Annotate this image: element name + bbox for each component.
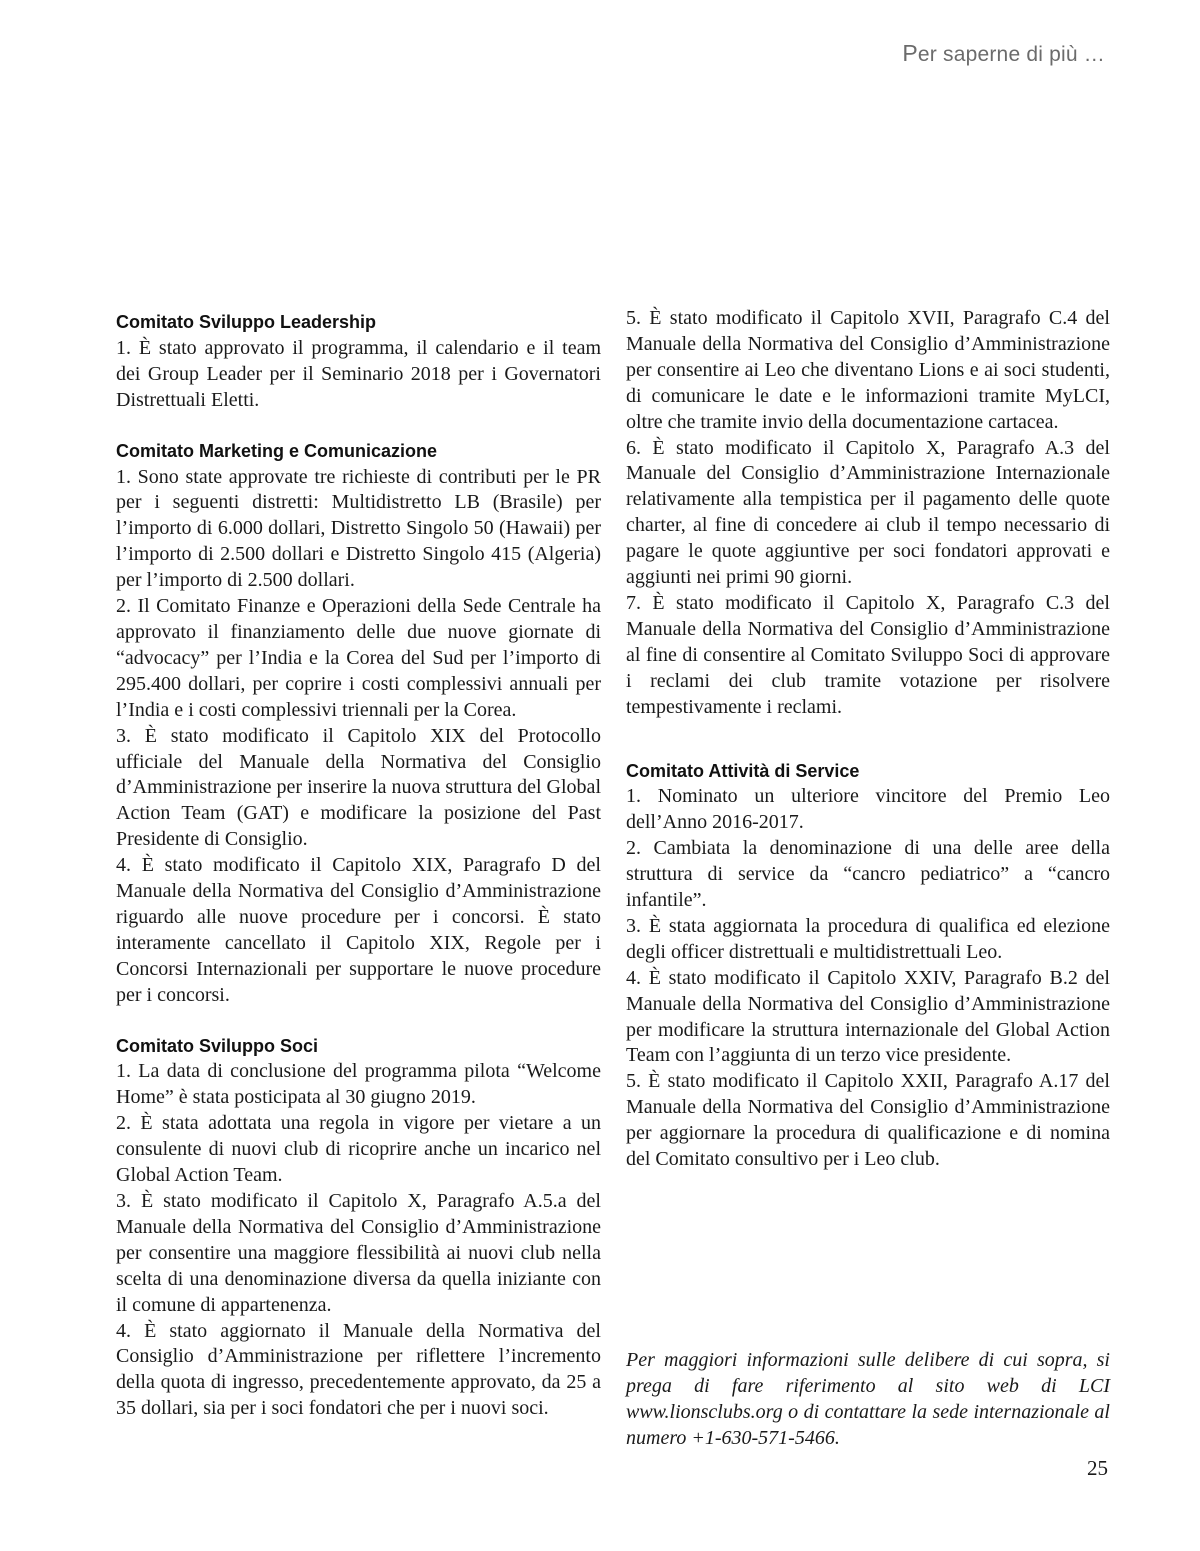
section-item: 2. Cambiata la denominazione di una delle aree della struttura di service da “cancro pediatrico” a “cancro infantile”. — [626, 837, 1110, 912]
running-header-text: er saperne di più … — [917, 43, 1105, 66]
section-marketing-comunicazione — [116, 439, 601, 1009]
section-item: 4. È stato aggiornato il Manuale della Normativa del Consiglio d’Amministrazione per riflettere l’incremento della quota di ingresso, precedentemente approvato, da 25 a 35 dollari, sia per i soci fondatori che per i nuovi soci. — [116, 1319, 601, 1420]
running-header-initial: P — [902, 40, 918, 66]
section-item: 2. Il Comitato Finanze e Operazioni della Sede Centrale ha approvato il finanziamento delle due nuove giornate di “advocacy” per l’India e la Corea del Sud per l’importo di 295.400 dollari, per coprire i costi complessivi annuali per l’India e i costi complessivi triennali per la Corea. — [116, 595, 601, 721]
section-item: 1. Nominato un ulteriore vincitore del Premio Leo dell’Anno 2016-2017. — [626, 785, 1110, 834]
section-item: 4. È stato modificato il Capitolo XIX, Paragrafo D del Manuale della Normativa del Consiglio d’Amministrazione riguardo alle nuove procedure per i concorsi. È stato interamente cancellato il Capitolo XIX, Regole per i Concorsi Internazionali per supportare le nuove procedure per i concorsi. — [116, 854, 601, 1006]
section-item: 5. È stato modificato il Capitolo XVII, Paragrafo C.4 del Manuale della Normativa del Consiglio d’Amministrazione per consentire ai Leo che diventano Lions e ai soci studenti, di comunicare le date e le informazioni tramite MyLCI, oltre che tramite invio della documentazione cartacea. — [626, 307, 1110, 433]
section-item: 6. È stato modificato il Capitolo X, Paragrafo A.3 del Manuale del Consiglio d’Amministrazione Internazionale relativamente alla tempistica per il pagamento delle quote charter, al fine di concedere ai club il tempo necessario di pagare le quote aggiuntive per soci fondatori approvati e aggiunti nei primi 90 giorni. — [626, 436, 1110, 589]
section-item: 3. È stata aggiornata la procedura di qualifica ed elezione degli officer distrettuali e multidistrettuali Leo. — [626, 914, 1110, 963]
section-item: 1. È stato approvato il programma, il calendario e il team dei Group Leader per il Seminario 2018 per i Governatori Distrettuali Eletti. — [116, 336, 601, 411]
section-item: 3. È stato modificato il Capitolo X, Paragrafo A.5.a del Manuale della Normativa del Consiglio d’Amministrazione per consentire una maggiore flessibilità ai nuovi club nella scelta di una denominazione diversa da quella iniziante con il comune di appartenenza. — [116, 1190, 601, 1316]
section-item: 4. È stato modificato il Capitolo XXIV, Paragrafo B.2 del Manuale della Normativa del Consiglio d’Amministrazione per modificare la struttura internazionale del Global Action Team con l’aggiunta di un terzo vice presidente. — [626, 966, 1110, 1067]
section-heading: Comitato Attività di Service — [626, 760, 860, 781]
section-item: 2. È stata adottata una regola in vigore per vietare a un consulente di nuovi club di ricoprire anche un incarico nel Global Action Team. — [116, 1112, 601, 1187]
right-column — [626, 306, 1110, 1198]
section-attivita-di-service — [626, 759, 1110, 1174]
section-sviluppo-soci-continued — [626, 306, 1110, 721]
section-item: 1. La data di conclusione del programma pilota “Welcome Home” è stata posticipata al 30 giugno 2019. — [116, 1060, 601, 1109]
section-heading: Comitato Sviluppo Leadership — [116, 312, 377, 332]
section-sviluppo-leadership — [116, 310, 601, 414]
page-number: 25 — [1087, 1456, 1108, 1480]
left-column — [116, 310, 601, 1447]
section-item: 3. È stato modificato il Capitolo XIX del Protocollo ufficiale del Manuale della Normativa del Consiglio d’Amministrazione per inserire la nuova struttura del Global Action Team (GAT) e modificare la posizione del Past Presidente di Consiglio. — [116, 724, 601, 851]
section-heading: Comitato Sviluppo Soci — [116, 1035, 319, 1056]
section-sviluppo-soci — [116, 1034, 601, 1423]
section-item: 5. È stato modificato il Capitolo XXII, Paragrafo A.17 del Manuale della Normativa del Consiglio d’Amministrazione per aggiornare la procedura di qualificazione e di nomina del Comitato consultivo per i Leo club. — [626, 1070, 1110, 1171]
section-item: 7. È stato modificato il Capitolo X, Paragrafo C.3 del Manuale della Normativa del Consiglio d’Amministrazione al fine di consentire al Comitato Sviluppo Soci di approvare i reclami dei club tramite votazione per risolvere tempestivamente i reclami. — [626, 591, 1110, 718]
footnote: Per maggiori informazioni sulle delibere di cui sopra, si prega di fare riferimento al sito web di LCI www.lionsclubs.org o di contattare la sede internazionale al numero +1-630-571-5466. — [626, 1349, 1110, 1449]
running-header — [902, 40, 1105, 67]
section-heading: Comitato Marketing e Comunicazione — [116, 440, 438, 461]
section-item: 1. Sono state approvate tre richieste di contributi per le PR per i seguenti distretti: Multidistretto LB (Brasile) per l’importo di 6.000 dollari, Distretto Singolo 50 (Hawaii) per l’importo di 2.500 dollari e Distretto Singolo 415 (Algeria) per l’importo di 2.500 dollari. — [116, 465, 601, 592]
